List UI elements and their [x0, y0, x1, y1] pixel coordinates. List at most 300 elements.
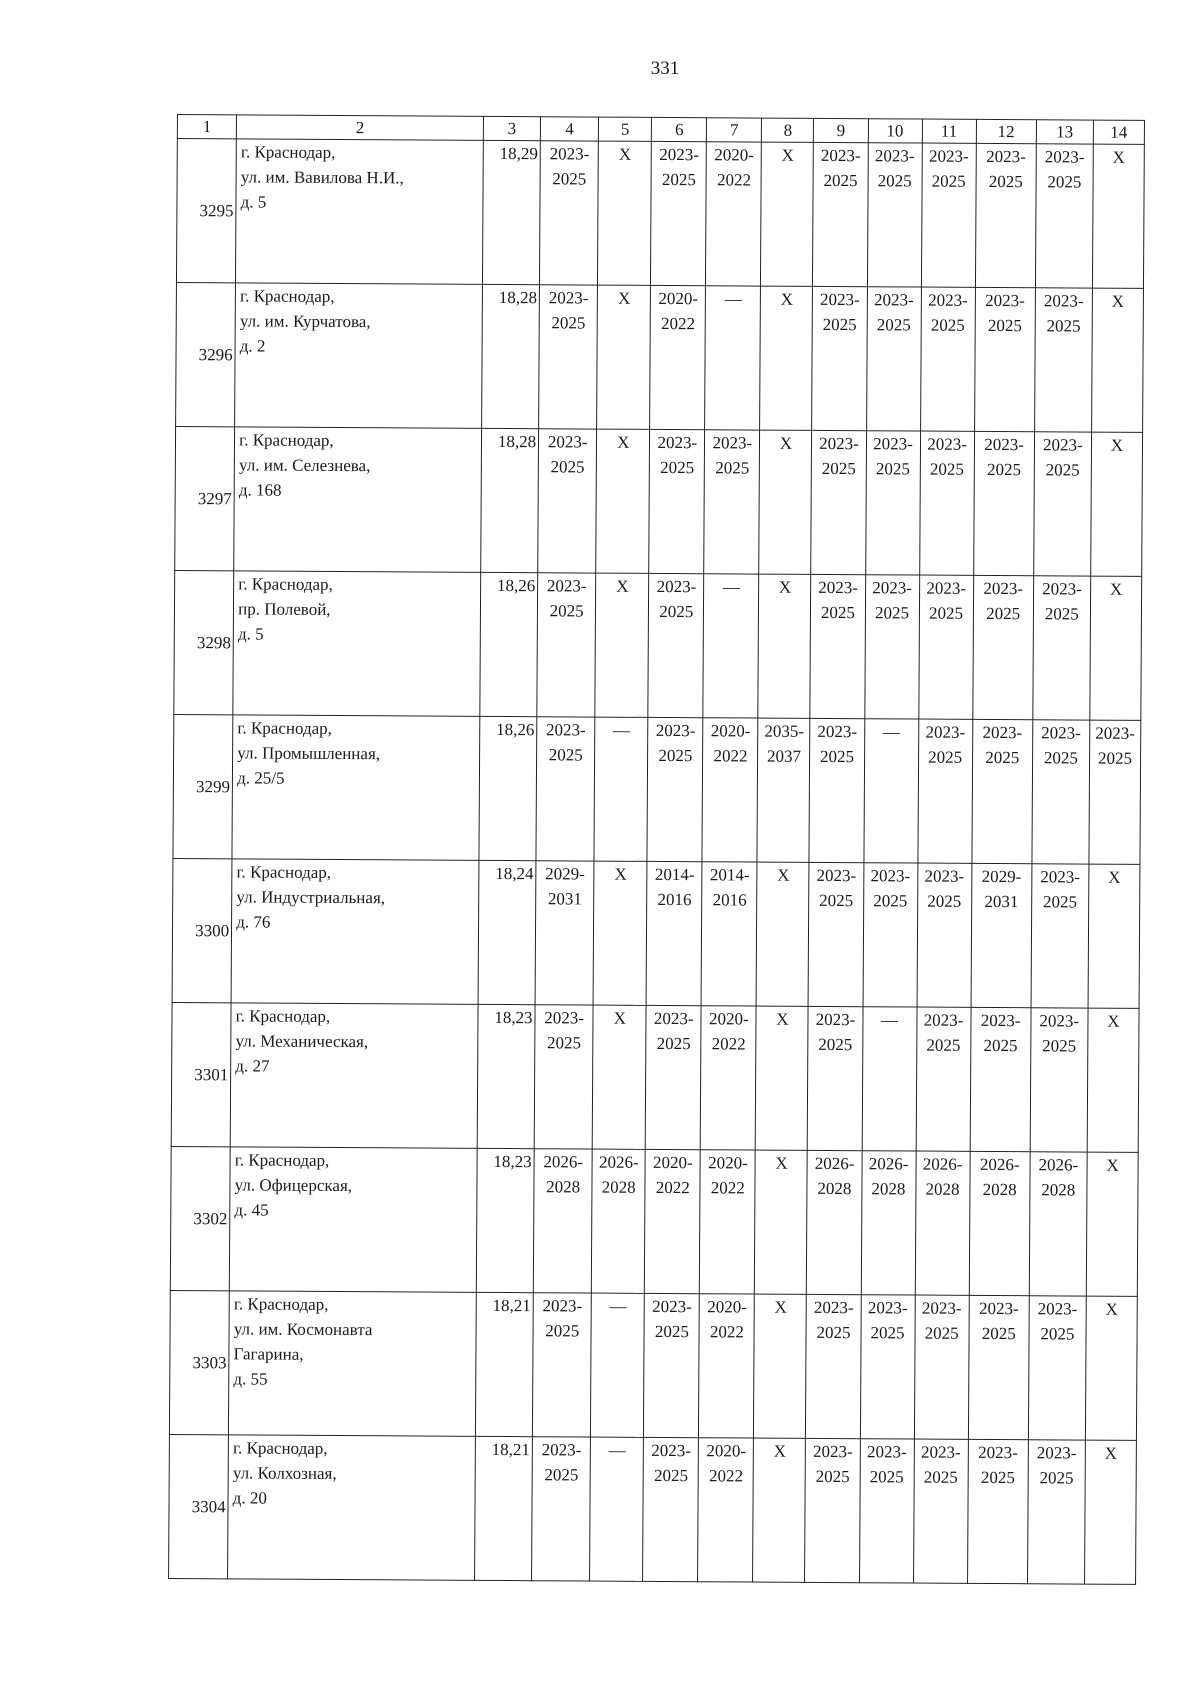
- period-line: 2025: [929, 459, 964, 479]
- address-line: ул. Механическая,: [235, 1031, 369, 1052]
- period-cell: [969, 1151, 1030, 1295]
- period-line: X: [777, 865, 790, 885]
- column-number-12: 12: [976, 119, 1036, 143]
- period-line: 2023-: [870, 866, 911, 886]
- period-cell: [759, 430, 812, 574]
- period-line: 2025: [659, 601, 694, 622]
- period-line: 2025: [931, 171, 966, 191]
- dash-mark: —: [612, 720, 631, 740]
- period-cell: [866, 287, 921, 431]
- period-line: 2023-: [819, 433, 859, 454]
- period-line: 2023-: [980, 1010, 1021, 1031]
- period-line: 2025: [927, 891, 962, 911]
- period-line: 2025: [926, 1035, 961, 1055]
- period-cell: [699, 1294, 755, 1438]
- period-cell: [1031, 864, 1089, 1008]
- period-cell: [1035, 144, 1093, 288]
- table-row: [171, 1002, 1139, 1152]
- period-line: 2028: [871, 1179, 906, 1199]
- address-line: д. 20: [232, 1488, 267, 1508]
- period-cell: [702, 718, 758, 862]
- period-line: 2028: [925, 1179, 960, 1199]
- period-line: X: [775, 1153, 788, 1173]
- column-number-2: 2: [237, 115, 484, 141]
- period-line: 2028: [982, 1179, 1017, 1200]
- address-line: г. Краснодар,: [240, 142, 336, 162]
- address-line: пр. Полевой,: [238, 599, 331, 619]
- address-cell: [233, 571, 481, 717]
- row-number: 3295: [176, 139, 236, 283]
- period-cell: [1034, 288, 1092, 432]
- period-line: 2025: [923, 1467, 958, 1487]
- address-line: д. 76: [236, 912, 271, 932]
- period-line: 2028: [817, 1178, 852, 1199]
- dash-mark: —: [880, 1010, 899, 1030]
- period-line: 2026-: [1038, 1155, 1079, 1175]
- period-cell: [598, 141, 652, 285]
- period-line: 2023-: [926, 578, 967, 598]
- period-cell: [916, 1007, 971, 1151]
- area-cell: 18,23: [476, 1148, 534, 1292]
- period-line: 2025: [550, 457, 585, 477]
- period-line: 2014-: [654, 864, 695, 885]
- period-line: 2023-: [813, 1297, 854, 1318]
- period-line: 2025: [869, 1467, 904, 1487]
- period-cell: [756, 862, 809, 1006]
- period-line: 2023-: [1095, 723, 1136, 743]
- period-line: 2023-: [1042, 435, 1083, 455]
- period-cell: [757, 718, 810, 862]
- table-row: [175, 426, 1143, 576]
- period-cell: [914, 1295, 969, 1439]
- row-number: 3299: [173, 714, 233, 858]
- period-line: 2023-: [979, 1298, 1019, 1319]
- period-line: 2025: [1044, 604, 1079, 624]
- period-cell: [647, 717, 703, 861]
- period-line: 2026-: [598, 1152, 639, 1172]
- page-number: [0, 58, 1200, 80]
- period-cell: [865, 431, 920, 575]
- period-line: 2025: [551, 313, 586, 333]
- address-line: д. 45: [234, 1200, 269, 1220]
- period-line: 2029-: [545, 864, 585, 884]
- period-line: X: [781, 145, 794, 165]
- period-cell: [919, 431, 974, 575]
- period-line: 2023-: [925, 722, 966, 742]
- period-line: X: [617, 288, 631, 308]
- period-line: 2025: [545, 1321, 580, 1341]
- period-line: 2023-: [820, 145, 861, 166]
- period-line: 2029-: [981, 866, 1022, 887]
- period-line: 2023-: [547, 432, 588, 452]
- address-line: г. Краснодар,: [233, 1294, 329, 1314]
- period-line: 2023-: [874, 146, 915, 166]
- row-number: 3300: [172, 858, 232, 1002]
- period-line: 2023-: [549, 144, 590, 164]
- period-line: 2031: [547, 889, 582, 909]
- address-cell: [235, 283, 483, 429]
- period-line: 2023-: [1039, 1011, 1080, 1031]
- period-cell: [596, 429, 650, 573]
- period-line: 2023-: [659, 144, 699, 165]
- address-line: д. 27: [235, 1056, 270, 1076]
- period-cell: [538, 429, 597, 573]
- area-cell: 18,21: [475, 1292, 533, 1436]
- period-line: 2022: [710, 1178, 745, 1198]
- address-line: г. Краснодар,: [234, 1150, 330, 1170]
- address-line: г. Краснодар,: [235, 1006, 331, 1026]
- page-number-text: 331: [650, 58, 680, 79]
- column-number-9: 9: [814, 118, 868, 142]
- period-cell: [755, 1150, 808, 1294]
- table-row: [176, 282, 1144, 432]
- address-line: Гагарина,: [233, 1344, 304, 1364]
- period-line: 2025: [661, 169, 696, 190]
- period-line: 2023-: [984, 434, 1025, 455]
- period-line: 2025: [985, 747, 1020, 768]
- period-line: 2023-: [546, 576, 587, 596]
- period-line: 2023-: [653, 1008, 694, 1029]
- period-line: X: [1106, 1155, 1119, 1175]
- period-line: 2025: [820, 602, 855, 623]
- period-line: 2025: [823, 170, 858, 191]
- column-number-5: 5: [599, 117, 652, 141]
- address-line: д. 5: [237, 624, 264, 644]
- period-cell: [648, 573, 704, 717]
- period-cell: [1030, 1008, 1088, 1152]
- period-line: 2025: [873, 891, 908, 911]
- period-line: X: [776, 1009, 789, 1029]
- period-line: 2023-: [867, 1298, 908, 1318]
- dash-mark: —: [724, 289, 742, 309]
- address-cell: [231, 859, 479, 1005]
- period-cell: [701, 862, 757, 1006]
- row-number: 3298: [174, 570, 234, 714]
- period-cell: [704, 430, 760, 574]
- address-line: г. Краснодар,: [232, 1438, 328, 1458]
- period-cell: [535, 861, 594, 1005]
- address-cell: [229, 1147, 477, 1293]
- period-cell: [698, 1438, 754, 1582]
- period-line: 2023-: [1036, 1443, 1077, 1463]
- period-cell: [533, 1149, 592, 1293]
- period-cell: [761, 142, 814, 286]
- period-line: 2025: [656, 1033, 691, 1054]
- area-cell: 18,24: [478, 860, 536, 1004]
- period-cell: [1090, 576, 1142, 720]
- column-number-11: 11: [922, 119, 976, 143]
- period-line: X: [778, 577, 792, 597]
- period-line: 2023-: [815, 1009, 856, 1030]
- address-line: д. 2: [239, 336, 266, 356]
- period-line: X: [618, 144, 632, 164]
- period-line: 2025: [986, 603, 1021, 624]
- period-line: 2023-: [652, 1296, 692, 1317]
- period-line: 2025: [983, 1035, 1018, 1056]
- period-line: 2020-: [714, 145, 755, 165]
- period-cell: [813, 142, 868, 286]
- period-line: 2025: [876, 315, 911, 335]
- period-line: 2023-: [544, 1008, 585, 1028]
- period-cell: [760, 286, 813, 430]
- period-line: 2026-: [543, 1152, 584, 1172]
- period-cell: [972, 719, 1033, 863]
- period-cell: [758, 574, 811, 718]
- period-line: 2023-: [818, 577, 858, 598]
- period-line: 2023-: [812, 1441, 853, 1462]
- period-line: 2025: [1039, 1468, 1074, 1488]
- period-cell: [646, 861, 702, 1005]
- period-cell: [1029, 1152, 1087, 1296]
- period-line: 2025: [819, 890, 854, 911]
- period-cell: [644, 1293, 700, 1437]
- address-line: ул. им. Курчатова,: [239, 311, 371, 332]
- column-number-13: 13: [1036, 120, 1093, 144]
- period-line: X: [780, 289, 794, 309]
- dash-mark: —: [608, 1440, 626, 1460]
- period-cell: [915, 1151, 970, 1295]
- period-cell: [864, 575, 919, 719]
- period-line: 2020-: [708, 1153, 748, 1173]
- address-line: ул. им. Селезнева,: [238, 455, 371, 476]
- period-cell: [1086, 1152, 1138, 1296]
- period-line: 2022: [709, 1466, 744, 1486]
- period-cell: [809, 862, 864, 1006]
- period-line: 2026-: [868, 1154, 909, 1174]
- period-line: 2022: [709, 1322, 745, 1342]
- area-cell: 18,28: [481, 428, 539, 572]
- period-line: 2037: [766, 746, 802, 766]
- period-cell: [643, 1437, 699, 1581]
- period-cell: [754, 1294, 807, 1438]
- period-cell: [913, 1439, 968, 1583]
- period-cell: [812, 286, 867, 430]
- address-cell: [236, 139, 484, 285]
- period-line: 2025: [1047, 172, 1082, 192]
- period-cell: [705, 286, 761, 430]
- table-row: [169, 1290, 1137, 1440]
- row-number: 3302: [170, 1146, 230, 1290]
- table-body: [169, 115, 1145, 1585]
- period-line: 2025: [653, 1465, 689, 1486]
- period-line: 2025: [660, 457, 695, 478]
- period-line: 2025: [988, 171, 1023, 192]
- address-cell: [232, 715, 480, 861]
- address-line: г. Краснодар,: [237, 718, 333, 738]
- period-line: 2023-: [548, 288, 589, 308]
- period-cell: [536, 717, 595, 861]
- dash-mark: —: [609, 1296, 627, 1316]
- period-line: 2028: [1041, 1180, 1076, 1200]
- table-row: [169, 1434, 1137, 1584]
- period-line: X: [779, 433, 793, 453]
- area-cell: 18,28: [482, 284, 540, 428]
- period-cell: [861, 1151, 916, 1295]
- period-line: 2023-: [546, 720, 586, 740]
- address-line: г. Краснодар,: [239, 286, 335, 306]
- period-cell: [860, 1295, 915, 1439]
- period-cell: [806, 1294, 861, 1438]
- row-number: 3304: [169, 1434, 229, 1578]
- period-line: 2023-: [983, 578, 1024, 599]
- period-line: 2025: [658, 745, 693, 766]
- period-line: X: [613, 1008, 626, 1028]
- address-cell: [234, 427, 482, 573]
- period-line: X: [774, 1297, 787, 1317]
- address-line: д. 55: [233, 1369, 268, 1389]
- address-line: ул. Колхозная,: [232, 1463, 337, 1484]
- column-number-6: 6: [652, 117, 707, 141]
- period-line: 2023-: [986, 146, 1026, 167]
- dash-mark: —: [722, 577, 741, 597]
- period-line: 2023-: [874, 290, 914, 310]
- table-row: [170, 1146, 1138, 1296]
- period-cell: [537, 573, 596, 717]
- period-cell: [811, 430, 866, 574]
- period-cell: [921, 143, 976, 287]
- period-cell: [591, 1293, 645, 1437]
- column-number-10: 10: [868, 119, 922, 143]
- period-cell: [918, 575, 973, 719]
- period-line: 2025: [981, 1323, 1016, 1344]
- table-row: [172, 858, 1140, 1008]
- period-line: X: [773, 1441, 786, 1461]
- period-line: 2026-: [922, 1154, 963, 1174]
- period-line: X: [1112, 147, 1125, 167]
- period-cell: [645, 1149, 701, 1293]
- period-line: 2025: [815, 1466, 850, 1487]
- period-line: 2022: [716, 170, 752, 190]
- address-cell: [228, 1435, 476, 1581]
- period-cell: [645, 1005, 701, 1149]
- column-number-1: 1: [177, 115, 236, 139]
- period-line: 2025: [928, 747, 963, 767]
- period-line: 2026-: [814, 1153, 855, 1174]
- period-cell: [810, 574, 865, 718]
- period-line: X: [1107, 1011, 1120, 1031]
- period-cell: [753, 1438, 806, 1582]
- period-line: X: [617, 432, 630, 452]
- period-line: 2023-: [921, 1298, 962, 1318]
- period-line: 2016: [712, 890, 747, 910]
- period-line: 2025: [987, 315, 1022, 336]
- period-line: 2023-: [541, 1440, 582, 1460]
- period-line: 2025: [546, 1033, 582, 1053]
- period-cell: [917, 863, 972, 1007]
- period-cell: [1032, 720, 1090, 864]
- period-cell: [808, 1006, 863, 1150]
- period-line: 2023-: [1041, 723, 1081, 743]
- period-line: 2020-: [708, 1009, 749, 1029]
- period-line: 2023-: [924, 866, 965, 886]
- period-line: 2025: [930, 315, 965, 335]
- period-line: 2023-: [651, 1440, 692, 1461]
- row-number: 3303: [169, 1290, 229, 1434]
- period-line: 2025: [821, 458, 856, 479]
- period-line: 2023-: [928, 290, 968, 310]
- period-line: 2023-: [656, 576, 697, 597]
- period-line: 2023-: [921, 1442, 961, 1462]
- period-line: 2025: [980, 1467, 1015, 1488]
- period-line: 2023-: [873, 434, 913, 454]
- address-line: д. 168: [238, 480, 282, 500]
- period-cell: [539, 285, 598, 429]
- period-line: 2023-: [923, 1010, 964, 1030]
- period-line: 2023-: [982, 722, 1023, 743]
- address-line: ул. Индустриальная,: [236, 887, 386, 908]
- period-line: 2025: [924, 1323, 959, 1343]
- period-cell: [863, 863, 918, 1007]
- area-cell: 18,26: [479, 716, 537, 860]
- period-line: 2025: [654, 1321, 689, 1342]
- period-line: 2025: [816, 1322, 851, 1343]
- period-cell: [649, 429, 705, 573]
- housing-table: [168, 114, 1145, 1585]
- period-line: X: [1111, 291, 1125, 311]
- period-line: 2023-: [1040, 867, 1081, 887]
- period-cell: [1091, 288, 1143, 432]
- period-line: 2028: [546, 1177, 581, 1197]
- period-line: 2023-: [655, 720, 696, 741]
- period-line: 2025: [928, 603, 964, 623]
- period-line: 2025: [544, 1465, 579, 1485]
- period-line: X: [1110, 435, 1124, 455]
- row-number: 3296: [176, 282, 236, 426]
- period-line: 2025: [874, 603, 910, 623]
- column-number-8: 8: [762, 118, 814, 142]
- period-cell: [650, 285, 706, 429]
- period-line: 2020-: [706, 1441, 747, 1461]
- period-cell: [967, 1439, 1028, 1583]
- period-line: X: [1108, 867, 1121, 887]
- area-cell: 18,23: [477, 1004, 535, 1148]
- column-number-4: 4: [540, 117, 598, 141]
- period-cell: [862, 1007, 917, 1151]
- period-line: 2022: [711, 1034, 746, 1054]
- period-line: 2025: [1097, 748, 1133, 768]
- address-line: г. Краснодар,: [239, 430, 334, 450]
- period-line: 2025: [1042, 1036, 1077, 1056]
- period-cell: [1028, 1296, 1086, 1440]
- period-line: 2023-: [819, 289, 860, 310]
- period-cell: [1027, 1440, 1085, 1584]
- period-cell: [533, 1293, 592, 1437]
- row-number: 3297: [175, 426, 235, 570]
- dash-mark: —: [882, 722, 900, 742]
- period-line: 2025: [715, 458, 750, 478]
- column-number-3: 3: [483, 116, 540, 140]
- period-line: 2023-: [1043, 291, 1084, 311]
- period-cell: [974, 287, 1035, 431]
- period-cell: [1033, 432, 1091, 576]
- period-cell: [701, 1006, 757, 1150]
- period-line: X: [1109, 579, 1123, 599]
- period-cell: [859, 1439, 914, 1583]
- period-line: 2025: [1042, 892, 1078, 912]
- period-line: 2026-: [979, 1154, 1020, 1175]
- period-cell: [807, 1150, 862, 1294]
- period-cell: [700, 1150, 756, 1294]
- period-cell: [592, 1149, 646, 1293]
- period-line: 2023-: [978, 1442, 1018, 1463]
- period-cell: [540, 141, 599, 285]
- period-line: 2028: [601, 1177, 636, 1197]
- period-cell: [973, 431, 1034, 575]
- address-line: г. Краснодар,: [238, 574, 333, 594]
- period-cell: [805, 1438, 860, 1582]
- period-line: 2025: [877, 171, 912, 191]
- period-line: 2035-: [764, 721, 805, 741]
